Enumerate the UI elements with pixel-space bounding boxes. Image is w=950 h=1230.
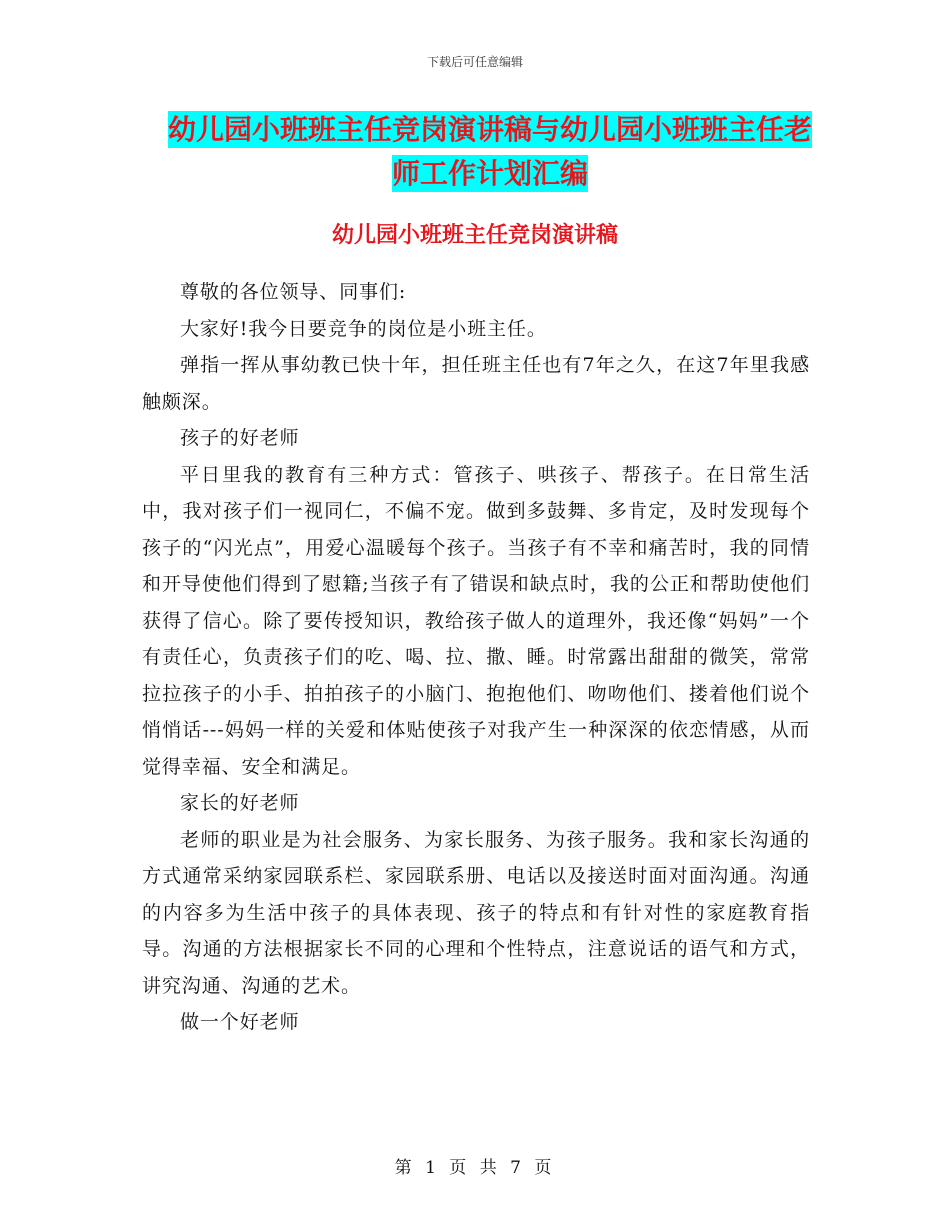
document-title-line-1: 幼儿园小班班主任竞岗演讲稿与幼儿园小班班主任老 (167, 113, 812, 146)
paragraph-experience: 弹指一挥从事幼教已快十年，担任班主任也有7年之久，在这7年里我感触颇深。 (142, 354, 810, 413)
section-title: 幼儿园小班班主任竞岗演讲稿 (331, 223, 618, 248)
paragraph-children: 平日里我的教育有三种方式：管孩子、哄孩子、帮孩子。在日常生活中，我对孩子们一视同仁，不偏不宠。做到多鼓舞、多肯定，及时发现每个孩子的“闪光点”，用爱心温暖每个孩子。当孩子有不幸和痛苦时，我的同情和开导使他们得到了慰籍;当孩子有了错误和缺点时，我的公正和帮助使他们获得了信心。除了要传授知识，教给孩子做人的道理外，我还像“妈妈”一个有责任心，负责孩子们的吃、喝、拉、撒、睡。时常露出甜甜的微笑，常常拉拉孩子的小手、拍拍孩子的小脑门、抱抱他们、吻吻他们、搂着他们说个悄悄话---妈妈一样的关爱和体贴使孩子对我产生一种深深的依恋情感，从而觉得幸福、安全和满足。 (142, 463, 810, 778)
header-note: 下载后可任意编辑 (426, 55, 523, 69)
paragraph-greeting: 尊敬的各位领导、同事们: (180, 281, 407, 303)
subheading-good-teacher: 做一个好老师 (180, 1011, 300, 1033)
subheading-parents-teacher: 家长的好老师 (180, 792, 300, 814)
document-body (142, 274, 810, 1041)
paragraph-intro: 大家好!我今日要竞争的岗位是小班主任。 (180, 317, 547, 340)
page-footer: 第 1 页 共 7 页 (394, 1158, 556, 1178)
subheading-children-teacher: 孩子的好老师 (180, 427, 300, 449)
document-title-line-2: 师工作计划汇编 (391, 157, 588, 190)
document-title (140, 108, 840, 196)
paragraph-parents: 老师的职业是为社会服务、为家长服务、为孩子服务。我和家长沟通的方式通常采纳家园联系栏、家园联系册、电话以及接送时面对面沟通。沟通的内容多为生活中孩子的具体表现、孩子的特点和有针对性的家庭教育指导。沟通的方法根据家长不同的心理和个性特点，注意说话的语气和方式，讲究沟通、沟通的艺术。 (142, 828, 810, 997)
